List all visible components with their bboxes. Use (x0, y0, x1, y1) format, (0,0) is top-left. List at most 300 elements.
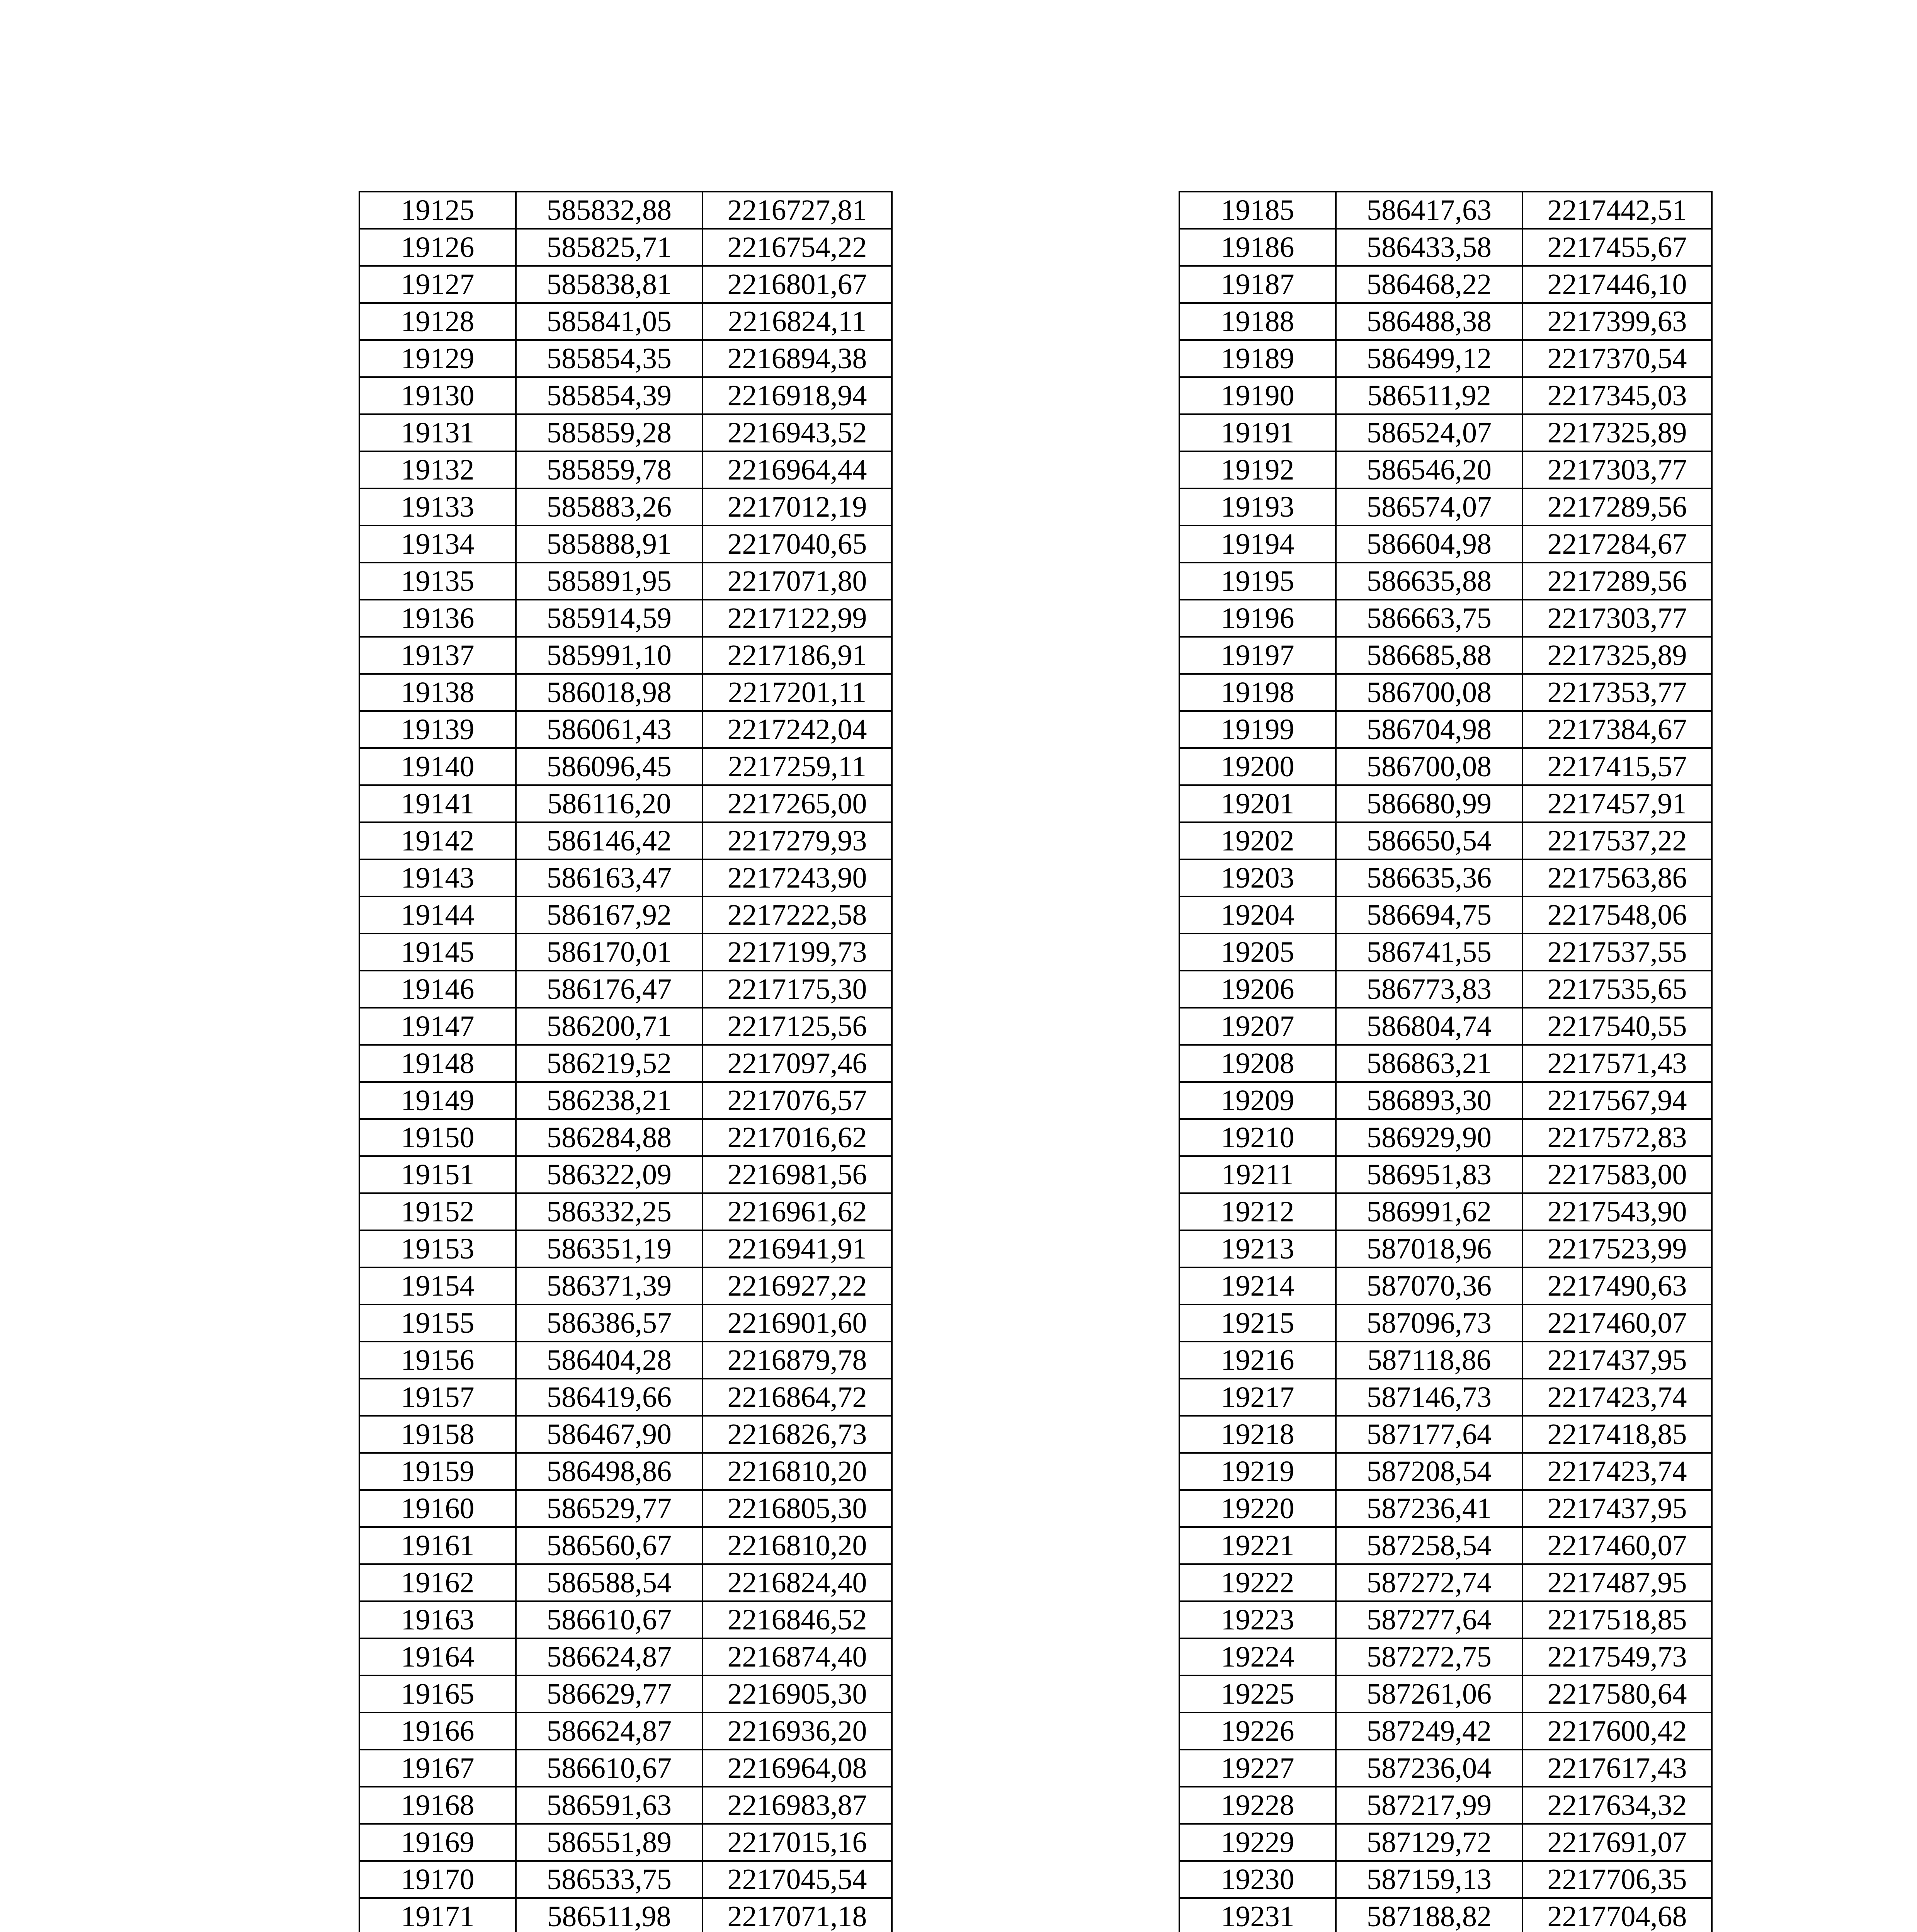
x-coordinate-cell: 586146,42 (516, 822, 703, 859)
table-row (359, 1638, 892, 1675)
y-coordinate-cell: 2217279,93 (703, 822, 892, 859)
table-row (359, 340, 892, 377)
point-number-cell: 19203 (1179, 859, 1336, 896)
table-row (1179, 1342, 1712, 1379)
x-coordinate-cell: 587070,36 (1336, 1267, 1522, 1304)
x-coordinate-cell: 587208,54 (1336, 1453, 1522, 1490)
table-row (359, 822, 892, 859)
x-coordinate-cell: 585841,05 (516, 303, 703, 340)
point-number-cell: 19225 (1179, 1675, 1336, 1713)
point-number-cell: 19148 (359, 1045, 516, 1082)
x-coordinate-cell: 587277,64 (1336, 1601, 1522, 1638)
x-coordinate-cell: 587146,73 (1336, 1379, 1522, 1416)
y-coordinate-cell: 2216983,87 (703, 1787, 892, 1824)
point-number-cell: 19147 (359, 1008, 516, 1045)
x-coordinate-cell: 585859,78 (516, 451, 703, 488)
table-row (1179, 1861, 1712, 1898)
table-row (359, 526, 892, 563)
y-coordinate-cell: 2216981,56 (703, 1156, 892, 1193)
x-coordinate-cell: 586322,09 (516, 1156, 703, 1193)
y-coordinate-cell: 2217437,95 (1522, 1342, 1712, 1379)
table-row (1179, 1675, 1712, 1713)
point-number-cell: 19189 (1179, 340, 1336, 377)
y-coordinate-cell: 2217265,00 (703, 785, 892, 822)
point-number-cell: 19133 (359, 488, 516, 526)
table-row (359, 377, 892, 414)
x-coordinate-cell: 585832,88 (516, 192, 703, 229)
point-number-cell: 19206 (1179, 971, 1336, 1008)
y-coordinate-cell: 2216810,20 (703, 1527, 892, 1564)
x-coordinate-cell: 586284,88 (516, 1119, 703, 1156)
y-coordinate-cell: 2217490,63 (1522, 1267, 1712, 1304)
y-coordinate-cell: 2217571,43 (1522, 1045, 1712, 1082)
x-coordinate-cell: 586991,62 (1336, 1193, 1522, 1230)
x-coordinate-cell: 586863,21 (1336, 1045, 1522, 1082)
point-number-cell: 19200 (1179, 748, 1336, 785)
x-coordinate-cell: 586700,08 (1336, 748, 1522, 785)
point-number-cell: 19126 (359, 229, 516, 266)
table-row (1179, 303, 1712, 340)
point-number-cell: 19143 (359, 859, 516, 896)
point-number-cell: 19154 (359, 1267, 516, 1304)
x-coordinate-cell: 586524,07 (1336, 414, 1522, 451)
table-row (359, 1675, 892, 1713)
point-number-cell: 19216 (1179, 1342, 1336, 1379)
y-coordinate-cell: 2217201,11 (703, 674, 892, 711)
point-number-cell: 19226 (1179, 1713, 1336, 1750)
x-coordinate-cell: 585825,71 (516, 229, 703, 266)
table-row (1179, 600, 1712, 637)
point-number-cell: 19168 (359, 1787, 516, 1824)
point-number-cell: 19163 (359, 1601, 516, 1638)
table-row (1179, 711, 1712, 748)
y-coordinate-cell: 2216846,52 (703, 1601, 892, 1638)
x-coordinate-cell: 586417,63 (1336, 192, 1522, 229)
x-coordinate-cell: 586685,88 (1336, 637, 1522, 674)
y-coordinate-cell: 2217446,10 (1522, 266, 1712, 303)
table-row (1179, 1527, 1712, 1564)
table-row (359, 674, 892, 711)
x-coordinate-cell: 586635,36 (1336, 859, 1522, 896)
y-coordinate-cell: 2216961,62 (703, 1193, 892, 1230)
table-row (1179, 1638, 1712, 1675)
y-coordinate-cell: 2217303,77 (1522, 451, 1712, 488)
point-number-cell: 19227 (1179, 1750, 1336, 1787)
y-coordinate-cell: 2217097,46 (703, 1045, 892, 1082)
point-number-cell: 19199 (1179, 711, 1336, 748)
y-coordinate-cell: 2216905,30 (703, 1675, 892, 1713)
x-coordinate-cell: 585888,91 (516, 526, 703, 563)
point-number-cell: 19140 (359, 748, 516, 785)
point-number-cell: 19129 (359, 340, 516, 377)
point-number-cell: 19137 (359, 637, 516, 674)
table-row (359, 934, 892, 971)
x-coordinate-cell: 586238,21 (516, 1082, 703, 1119)
y-coordinate-cell: 2216826,73 (703, 1416, 892, 1453)
point-number-cell: 19188 (1179, 303, 1336, 340)
point-number-cell: 19221 (1179, 1527, 1336, 1564)
x-coordinate-cell: 586694,75 (1336, 896, 1522, 934)
point-number-cell: 19130 (359, 377, 516, 414)
point-number-cell: 19185 (1179, 192, 1336, 229)
y-coordinate-cell: 2217284,67 (1522, 526, 1712, 563)
table-row (359, 451, 892, 488)
table-row (359, 896, 892, 934)
y-coordinate-cell: 2216879,78 (703, 1342, 892, 1379)
table-row (1179, 748, 1712, 785)
table-row (359, 1230, 892, 1267)
point-number-cell: 19201 (1179, 785, 1336, 822)
point-number-cell: 19169 (359, 1824, 516, 1861)
table-row (359, 1750, 892, 1787)
x-coordinate-cell: 586018,98 (516, 674, 703, 711)
point-number-cell: 19224 (1179, 1638, 1336, 1675)
table-row (359, 1861, 892, 1898)
x-coordinate-cell: 586488,38 (1336, 303, 1522, 340)
x-coordinate-cell: 586116,20 (516, 785, 703, 822)
point-number-cell: 19222 (1179, 1564, 1336, 1601)
point-number-cell: 19205 (1179, 934, 1336, 971)
point-number-cell: 19212 (1179, 1193, 1336, 1230)
y-coordinate-cell: 2217415,57 (1522, 748, 1712, 785)
table-row (1179, 266, 1712, 303)
table-row (1179, 1230, 1712, 1267)
point-number-cell: 19208 (1179, 1045, 1336, 1082)
point-number-cell: 19135 (359, 563, 516, 600)
x-coordinate-cell: 587272,74 (1336, 1564, 1522, 1601)
y-coordinate-cell: 2216901,60 (703, 1304, 892, 1342)
table-row (1179, 1713, 1712, 1750)
point-number-cell: 19165 (359, 1675, 516, 1713)
y-coordinate-cell: 2217442,51 (1522, 192, 1712, 229)
point-number-cell: 19191 (1179, 414, 1336, 451)
table-row (1179, 1193, 1712, 1230)
x-coordinate-cell: 586511,98 (516, 1898, 703, 1932)
point-number-cell: 19132 (359, 451, 516, 488)
y-coordinate-cell: 2217537,55 (1522, 934, 1712, 971)
x-coordinate-cell: 586533,75 (516, 1861, 703, 1898)
table-row (1179, 1119, 1712, 1156)
table-row (1179, 1601, 1712, 1638)
x-coordinate-cell: 586893,30 (1336, 1082, 1522, 1119)
table-row (1179, 637, 1712, 674)
table-row (1179, 785, 1712, 822)
x-coordinate-cell: 585838,81 (516, 266, 703, 303)
table-row (1179, 1453, 1712, 1490)
y-coordinate-cell: 2217345,03 (1522, 377, 1712, 414)
y-coordinate-cell: 2216943,52 (703, 414, 892, 451)
point-number-cell: 19144 (359, 896, 516, 934)
y-coordinate-cell: 2217535,65 (1522, 971, 1712, 1008)
x-coordinate-cell: 586061,43 (516, 711, 703, 748)
point-number-cell: 19166 (359, 1713, 516, 1750)
table-row (1179, 674, 1712, 711)
point-number-cell: 19150 (359, 1119, 516, 1156)
table-row (1179, 563, 1712, 600)
y-coordinate-cell: 2217706,35 (1522, 1861, 1712, 1898)
x-coordinate-cell: 586591,63 (516, 1787, 703, 1824)
x-coordinate-cell: 586773,83 (1336, 971, 1522, 1008)
y-coordinate-cell: 2217071,18 (703, 1898, 892, 1932)
y-coordinate-cell: 2217457,91 (1522, 785, 1712, 822)
point-number-cell: 19228 (1179, 1787, 1336, 1824)
x-coordinate-cell: 586741,55 (1336, 934, 1522, 971)
table-row (359, 1119, 892, 1156)
table-row (359, 1527, 892, 1564)
table-row (1179, 1267, 1712, 1304)
x-coordinate-cell: 585883,26 (516, 488, 703, 526)
y-coordinate-cell: 2217012,19 (703, 488, 892, 526)
point-number-cell: 19131 (359, 414, 516, 451)
y-coordinate-cell: 2216810,20 (703, 1453, 892, 1490)
table-row (359, 1008, 892, 1045)
y-coordinate-cell: 2217015,16 (703, 1824, 892, 1861)
x-coordinate-cell: 586951,83 (1336, 1156, 1522, 1193)
point-number-cell: 19151 (359, 1156, 516, 1193)
point-number-cell: 19229 (1179, 1824, 1336, 1861)
x-coordinate-cell: 586163,47 (516, 859, 703, 896)
x-coordinate-cell: 586096,45 (516, 748, 703, 785)
point-number-cell: 19157 (359, 1379, 516, 1416)
y-coordinate-cell: 2217634,32 (1522, 1787, 1712, 1824)
point-number-cell: 19161 (359, 1527, 516, 1564)
y-coordinate-cell: 2216894,38 (703, 340, 892, 377)
point-number-cell: 19207 (1179, 1008, 1336, 1045)
point-number-cell: 19210 (1179, 1119, 1336, 1156)
x-coordinate-cell: 587177,64 (1336, 1416, 1522, 1453)
point-number-cell: 19198 (1179, 674, 1336, 711)
x-coordinate-cell: 586610,67 (516, 1750, 703, 1787)
point-number-cell: 19230 (1179, 1861, 1336, 1898)
table-row (359, 1379, 892, 1416)
x-coordinate-cell: 586332,25 (516, 1193, 703, 1230)
table-row (1179, 896, 1712, 934)
y-coordinate-cell: 2217600,42 (1522, 1713, 1712, 1750)
x-coordinate-cell: 586386,57 (516, 1304, 703, 1342)
x-coordinate-cell: 587272,75 (1336, 1638, 1522, 1675)
point-number-cell: 19142 (359, 822, 516, 859)
point-number-cell: 19128 (359, 303, 516, 340)
x-coordinate-cell: 586467,90 (516, 1416, 703, 1453)
point-number-cell: 19141 (359, 785, 516, 822)
y-coordinate-cell: 2217704,68 (1522, 1898, 1712, 1932)
table-row (1179, 377, 1712, 414)
table-row (359, 1304, 892, 1342)
table-row (359, 1045, 892, 1082)
x-coordinate-cell: 586560,67 (516, 1527, 703, 1564)
y-coordinate-cell: 2216805,30 (703, 1490, 892, 1527)
y-coordinate-cell: 2217125,56 (703, 1008, 892, 1045)
y-coordinate-cell: 2217460,07 (1522, 1304, 1712, 1342)
point-number-cell: 19231 (1179, 1898, 1336, 1932)
x-coordinate-cell: 587236,04 (1336, 1750, 1522, 1787)
point-number-cell: 19219 (1179, 1453, 1336, 1490)
table-row (359, 1453, 892, 1490)
x-coordinate-cell: 587261,06 (1336, 1675, 1522, 1713)
table-row (1179, 1008, 1712, 1045)
y-coordinate-cell: 2217045,54 (703, 1861, 892, 1898)
point-number-cell: 19193 (1179, 488, 1336, 526)
x-coordinate-cell: 586511,92 (1336, 377, 1522, 414)
x-coordinate-cell: 586680,99 (1336, 785, 1522, 822)
x-coordinate-cell: 586176,47 (516, 971, 703, 1008)
table-row (1179, 451, 1712, 488)
table-row (359, 748, 892, 785)
table-row (359, 1713, 892, 1750)
y-coordinate-cell: 2216824,40 (703, 1564, 892, 1601)
y-coordinate-cell: 2217259,11 (703, 748, 892, 785)
point-number-cell: 19214 (1179, 1267, 1336, 1304)
x-coordinate-cell: 587249,42 (1336, 1713, 1522, 1750)
y-coordinate-cell: 2217455,67 (1522, 229, 1712, 266)
point-number-cell: 19217 (1179, 1379, 1336, 1416)
point-number-cell: 19202 (1179, 822, 1336, 859)
table-row (359, 192, 892, 229)
point-number-cell: 19125 (359, 192, 516, 229)
x-coordinate-cell: 586704,98 (1336, 711, 1522, 748)
y-coordinate-cell: 2217691,07 (1522, 1824, 1712, 1861)
x-coordinate-cell: 586499,12 (1336, 340, 1522, 377)
point-number-cell: 19159 (359, 1453, 516, 1490)
y-coordinate-cell: 2217460,07 (1522, 1527, 1712, 1564)
point-number-cell: 19146 (359, 971, 516, 1008)
table-row (359, 1787, 892, 1824)
point-number-cell: 19204 (1179, 896, 1336, 934)
point-number-cell: 19149 (359, 1082, 516, 1119)
point-number-cell: 19190 (1179, 377, 1336, 414)
y-coordinate-cell: 2217423,74 (1522, 1379, 1712, 1416)
y-coordinate-cell: 2217567,94 (1522, 1082, 1712, 1119)
y-coordinate-cell: 2216754,22 (703, 229, 892, 266)
point-number-cell: 19187 (1179, 266, 1336, 303)
y-coordinate-cell: 2217370,54 (1522, 340, 1712, 377)
x-coordinate-cell: 585859,28 (516, 414, 703, 451)
table-row (1179, 1564, 1712, 1601)
coordinates-table-right (1179, 191, 1713, 1932)
table-row (359, 1416, 892, 1453)
x-coordinate-cell: 587188,82 (1336, 1898, 1522, 1932)
point-number-cell: 19213 (1179, 1230, 1336, 1267)
table-row (359, 711, 892, 748)
x-coordinate-cell: 586529,77 (516, 1490, 703, 1527)
table-row (359, 563, 892, 600)
table-row (359, 600, 892, 637)
y-coordinate-cell: 2217617,43 (1522, 1750, 1712, 1787)
y-coordinate-cell: 2217423,74 (1522, 1453, 1712, 1490)
y-coordinate-cell: 2216918,94 (703, 377, 892, 414)
table-row (1179, 934, 1712, 971)
table-row (359, 488, 892, 526)
y-coordinate-cell: 2216874,40 (703, 1638, 892, 1675)
table-row (359, 971, 892, 1008)
point-number-cell: 19209 (1179, 1082, 1336, 1119)
table-row (1179, 526, 1712, 563)
table-row (1179, 414, 1712, 451)
y-coordinate-cell: 2216941,91 (703, 1230, 892, 1267)
table-row (1179, 229, 1712, 266)
x-coordinate-cell: 586624,87 (516, 1713, 703, 1750)
x-coordinate-cell: 586433,58 (1336, 229, 1522, 266)
y-coordinate-cell: 2217186,91 (703, 637, 892, 674)
table-row (1179, 340, 1712, 377)
table-row (1179, 971, 1712, 1008)
x-coordinate-cell: 587159,13 (1336, 1861, 1522, 1898)
y-coordinate-cell: 2217325,89 (1522, 414, 1712, 451)
x-coordinate-cell: 585854,39 (516, 377, 703, 414)
y-coordinate-cell: 2216964,44 (703, 451, 892, 488)
point-number-cell: 19218 (1179, 1416, 1336, 1453)
y-coordinate-cell: 2217243,90 (703, 859, 892, 896)
table-row (359, 1564, 892, 1601)
table-row (359, 1082, 892, 1119)
table-row (1179, 1824, 1712, 1861)
point-number-cell: 19155 (359, 1304, 516, 1342)
point-number-cell: 19220 (1179, 1490, 1336, 1527)
x-coordinate-cell: 586468,22 (1336, 266, 1522, 303)
table-row (1179, 1787, 1712, 1824)
y-coordinate-cell: 2217487,95 (1522, 1564, 1712, 1601)
point-number-cell: 19162 (359, 1564, 516, 1601)
x-coordinate-cell: 585991,10 (516, 637, 703, 674)
point-number-cell: 19194 (1179, 526, 1336, 563)
table-row (1179, 1082, 1712, 1119)
x-coordinate-cell: 587018,96 (1336, 1230, 1522, 1267)
table-row (1179, 1898, 1712, 1932)
x-coordinate-cell: 587118,86 (1336, 1342, 1522, 1379)
x-coordinate-cell: 586200,71 (516, 1008, 703, 1045)
y-coordinate-cell: 2216927,22 (703, 1267, 892, 1304)
point-number-cell: 19186 (1179, 229, 1336, 266)
y-coordinate-cell: 2217353,77 (1522, 674, 1712, 711)
y-coordinate-cell: 2216864,72 (703, 1379, 892, 1416)
y-coordinate-cell: 2217399,63 (1522, 303, 1712, 340)
table-row (359, 1156, 892, 1193)
table-row (1179, 859, 1712, 896)
y-coordinate-cell: 2217289,56 (1522, 563, 1712, 600)
x-coordinate-cell: 587258,54 (1336, 1527, 1522, 1564)
table-row (1179, 1490, 1712, 1527)
x-coordinate-cell: 586574,07 (1336, 488, 1522, 526)
y-coordinate-cell: 2217563,86 (1522, 859, 1712, 896)
point-number-cell: 19167 (359, 1750, 516, 1787)
table-row (359, 1342, 892, 1379)
x-coordinate-cell: 586170,01 (516, 934, 703, 971)
coordinates-table-left (359, 191, 893, 1932)
y-coordinate-cell: 2217523,99 (1522, 1230, 1712, 1267)
table-row (359, 1267, 892, 1304)
y-coordinate-cell: 2217040,65 (703, 526, 892, 563)
y-coordinate-cell: 2216964,08 (703, 1750, 892, 1787)
table-row (359, 303, 892, 340)
table-row (359, 1193, 892, 1230)
y-coordinate-cell: 2217580,64 (1522, 1675, 1712, 1713)
y-coordinate-cell: 2217242,04 (703, 711, 892, 748)
table-row (1179, 1379, 1712, 1416)
point-number-cell: 19197 (1179, 637, 1336, 674)
point-number-cell: 19215 (1179, 1304, 1336, 1342)
x-coordinate-cell: 586546,20 (1336, 451, 1522, 488)
y-coordinate-cell: 2216824,11 (703, 303, 892, 340)
x-coordinate-cell: 586419,66 (516, 1379, 703, 1416)
x-coordinate-cell: 587217,99 (1336, 1787, 1522, 1824)
x-coordinate-cell: 586588,54 (516, 1564, 703, 1601)
table-row (359, 785, 892, 822)
table-row (1179, 1045, 1712, 1082)
y-coordinate-cell: 2217548,06 (1522, 896, 1712, 934)
x-coordinate-cell: 586804,74 (1336, 1008, 1522, 1045)
point-number-cell: 19153 (359, 1230, 516, 1267)
x-coordinate-cell: 586604,98 (1336, 526, 1522, 563)
